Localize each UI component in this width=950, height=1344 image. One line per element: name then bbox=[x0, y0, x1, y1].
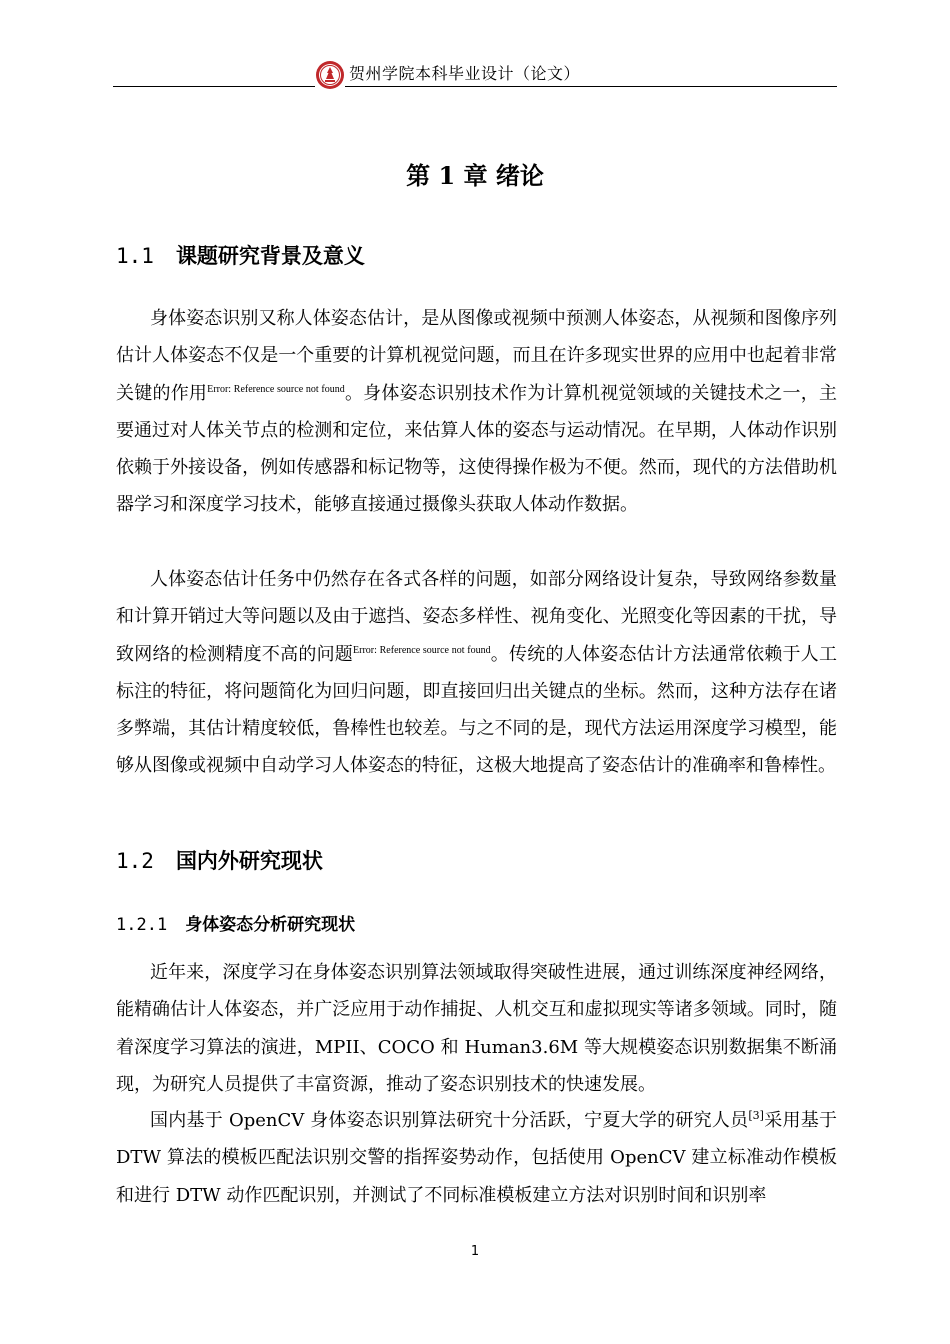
section-title: 课题研究背景及意义 bbox=[175, 243, 365, 268]
paragraph-text: 国内基于 OpenCV 身体姿态识别算法研究十分活跃，宁夏大学的研究人员 bbox=[150, 1110, 749, 1131]
paragraph-text: 采用基于 DTW 算法的模板匹配法识别交警的指挥姿势动作，包括使用 OpenCV 建立标准动作模板和进行 DTW 动作匹配识别，并测试了不同标准模板建立方法对识别时间和识别率 bbox=[116, 1110, 837, 1206]
section-heading-1-1 bbox=[116, 241, 365, 271]
section-number: 1.2 bbox=[116, 849, 154, 873]
chapter-title: 第 1 章 绪论 bbox=[406, 161, 544, 190]
citation-error: Error: Reference source not found bbox=[207, 383, 345, 395]
section-heading-1-2 bbox=[116, 846, 323, 876]
page-header bbox=[113, 60, 837, 90]
paragraph-text: 身体姿态识别又称人体姿态估计，是从图像或视频中预测人体姿态，从视频和图像序列估计人体姿态不仅是一个重要的计算机视觉问题，而且在许多现实世界的应用中也起着非常关键的作用 bbox=[116, 308, 837, 404]
university-seal-icon bbox=[315, 60, 345, 90]
subsection-number: 1.2.1 bbox=[116, 915, 168, 935]
page-number: 1 bbox=[470, 1244, 480, 1259]
paragraph-pose-analysis-2 bbox=[116, 1102, 837, 1214]
header-title: 贺州学院本科毕业设计（论文） bbox=[349, 62, 586, 86]
header-rule bbox=[113, 86, 837, 87]
paragraph-background-1 bbox=[116, 300, 837, 524]
section-title: 国内外研究现状 bbox=[175, 848, 323, 873]
paragraph-text: 人体姿态估计任务中仍然存在各式各样的问题，如部分网络设计复杂，导致网络参数量和计算开销过大等问题以及由于遮挡、姿态多样性、视角变化、光照变化等因素的干扰，导致网络的检测精度不高的问题 bbox=[116, 569, 837, 665]
paragraph-background-2 bbox=[116, 561, 837, 785]
paragraph-pose-analysis-1: 近年来，深度学习在身体姿态识别算法领域取得突破性进展，通过训练深度神经网络，能精确估计人体姿态，并广泛应用于动作捕捉、人机交互和虚拟现实等诸多领域。同时，随着深度学习算法的演进，MPII、COCO 和 Human3.6M 等大规模姿态识别数据集不断涌现，为研究人员提供了丰富资源，推动了姿态识别技术的快速发展。 bbox=[116, 962, 837, 1095]
subsection-heading-1-2-1 bbox=[116, 912, 355, 938]
paragraph-text: 。身体姿态识别技术作为计算机视觉领域的关键技术之一，主要通过对人体关节点的检测和定位，来估算人体的姿态与运动情况。在早期，人体动作识别依赖于外接设备，例如传感器和标记物等，这使得操作极为不便。然而，现代的方法借助机器学习和深度学习技术，能够直接通过摄像头获取人体动作数据。 bbox=[116, 382, 838, 516]
citation-ref: [3] bbox=[748, 1109, 764, 1122]
section-number: 1.1 bbox=[116, 244, 154, 268]
citation-error: Error: Reference source not found bbox=[353, 644, 491, 656]
subsection-title: 身体姿态分析研究现状 bbox=[185, 915, 356, 935]
paragraph-text: 。传统的人体姿态估计方法通常依赖于人工标注的特征，将问题简化为回归问题，即直接回归出关键点的坐标。然而，这种方法存在诸多弊端，其估计精度较低，鲁棒性也较差。与之不同的是，现代方法运用深度学习模型，能够从图像或视频中自动学习人体姿态的特征，这极大地提高了姿态估计的准确率和鲁棒性。 bbox=[116, 643, 838, 777]
